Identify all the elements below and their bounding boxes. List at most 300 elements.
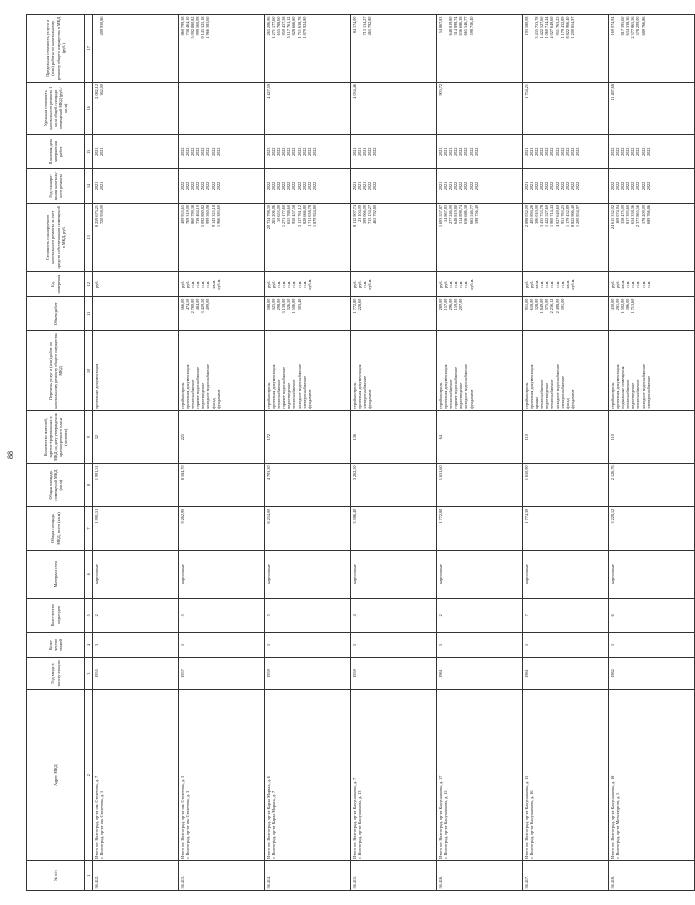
cost-cell-line: 5 117 761,12 <box>296 205 302 227</box>
unit-cell-line: п.м. <box>625 280 631 288</box>
address-cell-line: Итого по: Волгоград, пр-кт им. Столетова, д. 7 <box>93 775 99 859</box>
limit-cost-cell-line: 634 338,36 <box>625 16 631 36</box>
header-row <box>27 15 85 891</box>
cost-cell <box>93 203 179 272</box>
end-year-cell-line: 2022 <box>184 147 190 156</box>
plan-year-cell <box>351 169 437 203</box>
limit-cost-cell-line: 5 117 761,12 <box>286 16 292 39</box>
cost-cell-line: 1 060 714,44 <box>549 205 555 228</box>
cost-cell-line: 769 319,00 <box>184 205 190 224</box>
unit-cell-line: п.м. <box>301 280 307 288</box>
end-year-cell <box>609 135 695 169</box>
unit-cell-line: п.м. <box>554 280 560 288</box>
cost-cell-line: 265 206,96 <box>270 205 276 224</box>
cost-cell-line: 1 711 638,78 <box>307 205 312 227</box>
cost-cell-line: 720 958,00 <box>98 205 104 224</box>
column-number: 6 <box>85 550 93 598</box>
works-cell-line: проектная документация <box>614 364 620 409</box>
limit-cost-cell <box>265 15 351 83</box>
works-cell-line: стройконтроль <box>609 382 615 409</box>
cost-cell-line: 950 457,58 <box>291 205 297 224</box>
plan-year-cell-line: 2021 <box>437 181 443 191</box>
unit-cell-line: п.м. <box>453 280 459 288</box>
specific-cost-cell <box>265 82 351 135</box>
table-row <box>437 15 523 891</box>
unit-cell-line: п.м. <box>539 280 545 288</box>
plan-year-cell-line: 2022 <box>265 181 271 191</box>
works-cell-line: стройконтроль <box>265 382 271 409</box>
works-cell-line: горячее водоснабжение <box>281 367 287 409</box>
volume-cell-line: 474,50 <box>184 298 190 311</box>
column-header: Плановая дата завершения работ <box>27 135 85 169</box>
address-cell-line: г. Волгоград, пр-кт им. Столетова, д. 3 <box>184 790 190 859</box>
cost-cell-line: 277 246,00 <box>447 205 453 224</box>
end-year-cell-line: 2022 <box>565 147 570 156</box>
cost-cell-line: 648 819,80 <box>453 205 459 224</box>
area-total-cell: 3 586,40 <box>351 507 437 550</box>
address-cell-line: Итого по: Волгоград, пр-кт Канунникова, д. 18 <box>609 775 615 859</box>
plan-year-cell-line: 2022 <box>367 181 373 191</box>
plan-year-cell-line: 2022 <box>210 181 216 191</box>
limit-cost-cell <box>351 15 437 83</box>
end-year-cell-line: 2022 <box>533 147 539 156</box>
unit-cell-line: руб. <box>609 280 615 288</box>
unit-cell-line: куб.м. <box>215 278 221 290</box>
volume-cell-line: 484,00 <box>195 298 201 311</box>
volume-cell-line <box>94 299 99 329</box>
plan-year-cell-line: 2022 <box>533 181 539 191</box>
cost-cell-line: 713 134,27 <box>367 205 373 224</box>
end-year-cell-line: 2022 <box>281 147 287 156</box>
limit-cost-cell <box>93 15 179 83</box>
plan-year-cell-line: 2022 <box>463 181 469 191</box>
limit-cost-cell-line: 1 060 714,44 <box>544 16 550 39</box>
limit-cost-cell-line: 817 395,60 <box>619 16 625 36</box>
row-number: 56.412. <box>93 861 179 891</box>
year-cell: 1957 <box>179 658 265 690</box>
area-total-cell: 1 991,51 <box>93 507 179 550</box>
column-header: Общая площадь МКД, всего (кв.м) <box>27 507 85 550</box>
works-cell-line: крыша <box>533 396 539 409</box>
plan-year-cell-line: 2022 <box>554 181 560 191</box>
limit-cost-cell-line: 578 209,00 <box>635 16 641 36</box>
works-cell-line: водоотведение <box>630 382 636 409</box>
plan-year-cell <box>265 169 351 203</box>
volume-cell <box>265 297 351 331</box>
limit-cost-cell-line: 265 206,96 <box>265 16 271 36</box>
limit-cost-cell-line: 4 027 649,60 <box>549 16 555 39</box>
unit-cell-line: п.м. <box>630 280 636 288</box>
cost-cell-line: 2 898 032,09 <box>523 205 529 228</box>
plan-year-cell <box>179 169 265 203</box>
year-cell: 1955 <box>93 658 179 690</box>
limit-cost-cell-line: 951 763,25 <box>554 16 560 36</box>
floors-cell: 5 <box>265 632 351 657</box>
cost-cell-line: 634 338,36 <box>630 205 636 224</box>
cost-cell <box>523 203 609 272</box>
works-cell-line: теплоснабжение <box>549 379 555 409</box>
row-number: 56.415. <box>351 861 437 891</box>
unit-cell-line: п.м. <box>559 280 565 288</box>
end-year-cell-line: 2022 <box>544 147 550 156</box>
volume-cell <box>93 297 179 331</box>
unit-cell-line: кв.м. <box>210 279 216 289</box>
unit-cell-line: п.м. <box>281 280 287 288</box>
end-year-cell <box>265 135 351 169</box>
material-cell: кирпичные <box>179 550 265 598</box>
specific-cost-cell-line: 362,00 <box>98 84 104 96</box>
limit-cost-cell-line: 314 898,74 <box>453 16 459 36</box>
volume-cell-line: 159,00 <box>453 298 459 311</box>
end-year-cell <box>437 135 523 169</box>
limit-cost-cell-line: 1 966 383,60 <box>205 16 211 39</box>
plan-year-cell-line: 2022 <box>640 181 646 191</box>
cost-cell-line: 598 756,40 <box>473 205 479 224</box>
plan-year-cell-line: 2021 <box>528 181 534 191</box>
column-number: 16 <box>85 82 93 135</box>
unit-cell-line: п.м. <box>291 280 297 288</box>
unit-cell-line: кв.м. <box>533 279 539 289</box>
end-year-cell-line: 2022 <box>640 147 646 156</box>
cost-cell-line: 828 666,80 <box>301 205 307 224</box>
area-total-cell: 9 262,90 <box>179 507 265 550</box>
year-cell: 1961 <box>437 658 523 690</box>
works-cell <box>523 331 609 411</box>
end-year-cell-line: 2022 <box>575 147 581 156</box>
plan-year-cell-line: 2021 <box>98 181 104 191</box>
row-number: 56.414. <box>265 861 351 891</box>
cost-cell-line: 1 179 432,89 <box>565 205 570 228</box>
unit-cell-line: п.м. <box>463 280 469 288</box>
cost-cell-line: 2 377 865,56 <box>635 205 641 228</box>
works-cell-line: водоотведение <box>286 382 292 409</box>
end-year-cell-line: 2022 <box>554 147 560 156</box>
plan-year-cell-line: 2021 <box>523 181 529 191</box>
works-cell-line: электроснабжение <box>361 376 367 409</box>
limit-cost-cell-line: 5 092 880,82 <box>189 16 195 39</box>
volume-cell-line: 1 772,80 <box>351 298 357 314</box>
plan-year-cell-line: 2021 <box>351 181 357 191</box>
end-year-cell-line: 2022 <box>645 147 651 156</box>
unit-cell-line: п.м. <box>549 280 555 288</box>
cost-cell-line: 636 686,38 <box>463 205 469 224</box>
unit-cell-line: п.м. <box>447 280 453 288</box>
plan-year-cell-line: 2022 <box>544 181 550 191</box>
works-cell-line: водоотведение <box>544 382 550 409</box>
plan-year-cell-line: 2022 <box>205 181 211 191</box>
address-cell-line: г. Волгоград, пр-кт Карла Маркса, д. 7 <box>270 790 276 859</box>
end-year-cell-line: 2021 <box>447 147 453 156</box>
column-number: 7 <box>85 507 93 550</box>
end-year-cell-line: 2022 <box>189 147 195 156</box>
volume-cell-line: 1 302,00 <box>619 298 625 314</box>
end-year-cell-line: 2021 <box>437 147 443 156</box>
end-year-cell-line: 2022 <box>312 147 318 156</box>
end-year-cell-line: 2023 <box>265 147 271 156</box>
row-number: 56.413. <box>179 861 265 891</box>
residents-cell: 32 <box>93 411 179 464</box>
volume-cell-line: 298,00 <box>275 298 281 311</box>
limit-cost-cell-line: 3 435 753,78 <box>533 16 539 39</box>
volume-cell-line: 658,00 <box>528 298 534 311</box>
specific-cost-cell <box>609 82 695 135</box>
plan-year-cell-line: 2021 <box>356 181 362 191</box>
works-cell-line: стройконтроль <box>523 382 529 409</box>
unit-cell-line: п.м. <box>544 280 550 288</box>
cost-cell-line: 306 010,00 <box>533 205 539 224</box>
year-cell: 1959 <box>351 658 437 690</box>
plan-year-cell-line: 2022 <box>473 181 479 191</box>
entrances-cell: 6 <box>609 598 695 632</box>
volume-cell-line: 391,00 <box>559 298 565 311</box>
entrances-cell: 2 <box>437 598 523 632</box>
volume-cell-line: 228,60 <box>356 298 362 311</box>
end-year-cell-line: 2021 <box>98 147 104 156</box>
column-number: 10 <box>85 331 93 411</box>
column-header: Стоимость планируемого капитального ремонта за счет средств собственников помещений в МКД, руб. <box>27 203 85 272</box>
column-number: 13 <box>85 203 93 272</box>
unit-cell-line: куб.м. <box>468 278 474 290</box>
plan-year-cell-line: 2022 <box>549 181 555 191</box>
end-year-cell-line: 2022 <box>453 147 459 156</box>
address-cell-line: г. Волгоград, пр-кт им. Столетова, д. 5 <box>98 790 104 859</box>
limit-cost-cell <box>437 15 523 83</box>
limit-cost-cell-line: 54 867,83 <box>437 16 443 34</box>
end-year-cell-line: 2022 <box>372 147 378 156</box>
end-year-cell-line: 2022 <box>270 147 276 156</box>
specific-cost-cell-line: 2 082,12 <box>93 84 99 99</box>
address-cell-line: Итого по: Волгоград, пр-кт им. Столетова, д. 3 <box>179 775 185 859</box>
works-cell-line: фасад <box>210 398 216 409</box>
unit-cell-line: п.м. <box>640 280 646 288</box>
cost-cell-line: 9 143 325,18 <box>210 205 216 228</box>
unit-cell <box>179 272 265 297</box>
area-premises-cell: 3 262,50 <box>351 463 437 506</box>
cost-cell-line: 24 615 332,02 <box>609 205 615 230</box>
cost-cell-line: 655 788,60 <box>286 205 292 224</box>
table-body <box>93 15 695 891</box>
limit-cost-cell-line: 1 200 854,97 <box>570 16 576 39</box>
plan-year-cell-line: 2022 <box>179 181 185 191</box>
address-cell-line: Итого по: Волгоград, пр-кт Карла Маркса, д. 6 <box>265 776 271 859</box>
end-year-cell-line: 2021 <box>523 147 529 156</box>
address-cell-line: г. Волгоград, пр-кт Канунникова, д. 15 <box>442 790 448 859</box>
address-cell-line: г. Волгоград, пр-кт Канунникова, д. 16 <box>528 790 534 859</box>
plan-year-cell-line: 2022 <box>575 181 581 191</box>
works-cell-line: теплоснабжение <box>625 379 631 409</box>
cost-cell <box>265 203 351 272</box>
cost-cell-line: 8 822 966,40 <box>570 205 576 228</box>
year-cell: 1959 <box>265 658 351 690</box>
works-cell-line: холодное водоснабжение <box>296 364 302 409</box>
specific-cost-cell-line <box>180 84 185 133</box>
specific-cost-cell-line: 903,72 <box>437 84 443 96</box>
limit-cost-cell-line: 999 560,08 <box>195 16 201 36</box>
end-year-cell-line: 2022 <box>609 147 615 156</box>
works-cell-line: холодное водоснабжение <box>205 364 211 409</box>
end-year-cell-line: 2021 <box>442 147 448 156</box>
end-year-cell-line: 2022 <box>301 147 307 156</box>
column-header: Предельная стоимость услуги и (или) работы по капитальному ремонту общего имущества в МКД (руб.) <box>27 15 85 83</box>
cost-cell-line: 465 792,80 <box>372 205 378 224</box>
address-cell <box>523 690 609 861</box>
volume-cell <box>179 297 265 331</box>
works-cell-line: подвальные помещения <box>619 366 625 409</box>
floors-cell: 5 <box>437 632 523 657</box>
table-row <box>351 15 437 891</box>
volume-cell-line: 281,00 <box>614 298 620 311</box>
plan-year-cell-line: 2022 <box>619 181 625 191</box>
residents-cell: 110 <box>523 411 609 464</box>
plan-year-cell-line: 2022 <box>372 181 378 191</box>
unit-cell <box>93 272 179 297</box>
column-number: 12 <box>85 272 93 297</box>
plan-year-cell-line: 2022 <box>570 181 576 191</box>
address-cell <box>93 690 179 861</box>
table-row <box>93 15 179 891</box>
end-year-cell-line: 2022 <box>463 147 469 156</box>
plan-year-cell-line: 2022 <box>565 181 570 191</box>
limit-cost-cell-line: 665 546,77 <box>463 16 469 36</box>
unit-cell-line: руб. <box>523 280 529 288</box>
plan-year-cell-line: 2022 <box>468 181 474 191</box>
column-number: 9 <box>85 411 93 464</box>
plan-year-cell-line: 2022 <box>296 181 302 191</box>
cost-cell-line: 1 693 557,87 <box>437 205 443 228</box>
works-cell-line: проектные документация <box>93 363 99 409</box>
area-total-cell: 3 228,12 <box>609 507 695 550</box>
residents-cell: 172 <box>265 411 351 464</box>
unit-cell-line: руб. <box>93 280 99 288</box>
plan-year-cell-line: 2022 <box>645 181 651 191</box>
unit-cell <box>523 272 609 297</box>
plan-year-cell-line: 2022 <box>286 181 292 191</box>
volume-cell-line: 1 849,00 <box>539 298 545 314</box>
plan-year-cell <box>437 169 523 203</box>
plan-year-cell-line: 2021 <box>93 181 99 191</box>
material-cell: кирпичные <box>93 550 179 598</box>
cost-cell-line: 1 966 383,60 <box>215 205 221 228</box>
limit-cost-cell-line: 860 799,38 <box>179 16 185 36</box>
cost-cell-line: 1 879 924,80 <box>312 205 318 228</box>
limit-cost-cell-line: 648 819,80 <box>447 16 453 36</box>
unit-cell-line: п.м. <box>645 280 651 288</box>
works-cell-line: фундамент <box>367 389 373 409</box>
end-year-cell-line: 2022 <box>630 147 636 156</box>
column-header: Количество жителей, зарегис-трированных в МКД на дату утверждения краткосрочного плана (человек) <box>27 411 85 464</box>
plan-year-cell-line: 2022 <box>270 181 276 191</box>
table-row <box>179 15 265 891</box>
column-number: 8 <box>85 463 93 506</box>
address-cell-line: Итого по: Волгоград, пр-кт Канунникова, д. 7 <box>351 777 357 859</box>
end-year-cell-line: 2022 <box>195 147 201 156</box>
volume-cell-line: 157,00 <box>442 298 448 311</box>
works-cell <box>351 331 437 411</box>
limit-cost-cell-line: 828 666,80 <box>291 16 297 36</box>
plan-year-cell-line: 2022 <box>312 181 318 191</box>
unit-cell-line: руб. <box>614 280 620 288</box>
plan-year-cell-line: 2022 <box>559 181 565 191</box>
plan-year-cell-line: 2022 <box>614 181 620 191</box>
cost-cell-line: 358 475,00 <box>619 205 625 224</box>
cost-cell-line: 50 653,00 <box>275 205 281 222</box>
cost-cell-line: 999 560,08 <box>205 205 211 224</box>
volume-cell-line: 430,00 <box>609 298 615 311</box>
limit-cost-cell-line: 1 711 638,78 <box>296 16 302 39</box>
limit-cost-cell-line: 1 179 432,89 <box>559 16 565 39</box>
volume-cell <box>351 297 437 331</box>
cost-cell-line: 1 271 177,60 <box>281 205 287 228</box>
limit-cost-cell-line: 1 879 924,80 <box>301 16 307 39</box>
address-cell-line: г. Волгоград, пр-кт Металлургов, д. 5 <box>614 792 620 859</box>
limit-cost-cell-line: 8 822 966,40 <box>565 16 570 39</box>
plan-year-cell-line: 2022 <box>635 181 641 191</box>
unit-cell-line: п.м. <box>286 280 292 288</box>
end-year-cell <box>179 135 265 169</box>
cost-cell-line: 54 867,83 <box>442 205 448 222</box>
column-header: Объем работ <box>27 297 85 331</box>
area-total-cell: 6 254,00 <box>265 507 351 550</box>
row-number: 56.418. <box>609 861 695 891</box>
unit-cell-line: п.м. <box>200 280 206 288</box>
works-cell-line: теплоснабжение <box>447 379 453 409</box>
plan-year-cell-line: 2021 <box>447 181 453 191</box>
limit-cost-cell-line: 950 457,58 <box>281 16 287 36</box>
plan-year-cell-line: 2022 <box>609 181 615 191</box>
unit-cell-line: куб.м. <box>367 278 373 290</box>
works-cell-line: фундамент <box>215 389 221 409</box>
plan-year-cell-line: 2022 <box>458 181 464 191</box>
limit-cost-cell-line: 193 580,08 <box>523 16 529 36</box>
column-header: Удельная стоимость капитального ремонта 1 кв.м общей площади помещений МКД (руб./кв.м) <box>27 82 85 135</box>
unit-cell-line: руб. <box>184 280 190 288</box>
end-year-cell-line: 2021 <box>528 147 534 156</box>
column-header: Год ввода в эксплу-атацию <box>27 658 85 690</box>
unit-cell <box>351 272 437 297</box>
end-year-cell-line: 2022 <box>570 147 576 156</box>
works-cell-line: проектная документация <box>356 364 362 409</box>
end-year-cell-line: 2022 <box>205 147 211 156</box>
works-cell-line: водоотведение <box>200 382 206 409</box>
column-header: Коли-чество подъездов <box>27 598 85 632</box>
volume-cell-line: 1 713,60 <box>630 298 636 314</box>
works-cell-line: теплоснабжение <box>291 379 297 409</box>
works-cell-line: горячее водоснабжение <box>195 367 201 409</box>
year-cell: 1961 <box>523 658 609 690</box>
end-year-cell-line: 2022 <box>635 147 641 156</box>
specific-cost-cell <box>179 82 265 135</box>
plan-year-cell-line: 2022 <box>189 181 195 191</box>
unit-cell-line: руб. <box>265 280 271 288</box>
unit-cell-line: п.м. <box>361 280 367 288</box>
limit-cost-cell-line: 465 792,80 <box>367 16 373 36</box>
plan-year-cell-line: 2022 <box>195 181 201 191</box>
specific-cost-cell-line: 1 754,21 <box>523 84 529 99</box>
plan-year-cell-line: 2022 <box>307 181 312 191</box>
limit-cost-cell-line: 1 271 177,60 <box>270 16 276 39</box>
plan-year-cell <box>609 169 695 203</box>
works-cell-line: горячее водоснабжение <box>453 367 459 409</box>
volume-cell-line: 207,00 <box>458 298 464 311</box>
end-year-cell-line: 2022 <box>291 147 297 156</box>
works-cell-line: фасад <box>565 398 570 409</box>
end-year-cell-line: 2022 <box>458 147 464 156</box>
cost-cell-line: 8 112 907,74 <box>351 205 357 227</box>
entrances-cell: 5 <box>179 598 265 632</box>
cost-cell-line: 20 734 798,30 <box>265 205 271 230</box>
unit-cell-line: п.м. <box>296 280 302 288</box>
floors-cell: 5 <box>523 632 609 657</box>
